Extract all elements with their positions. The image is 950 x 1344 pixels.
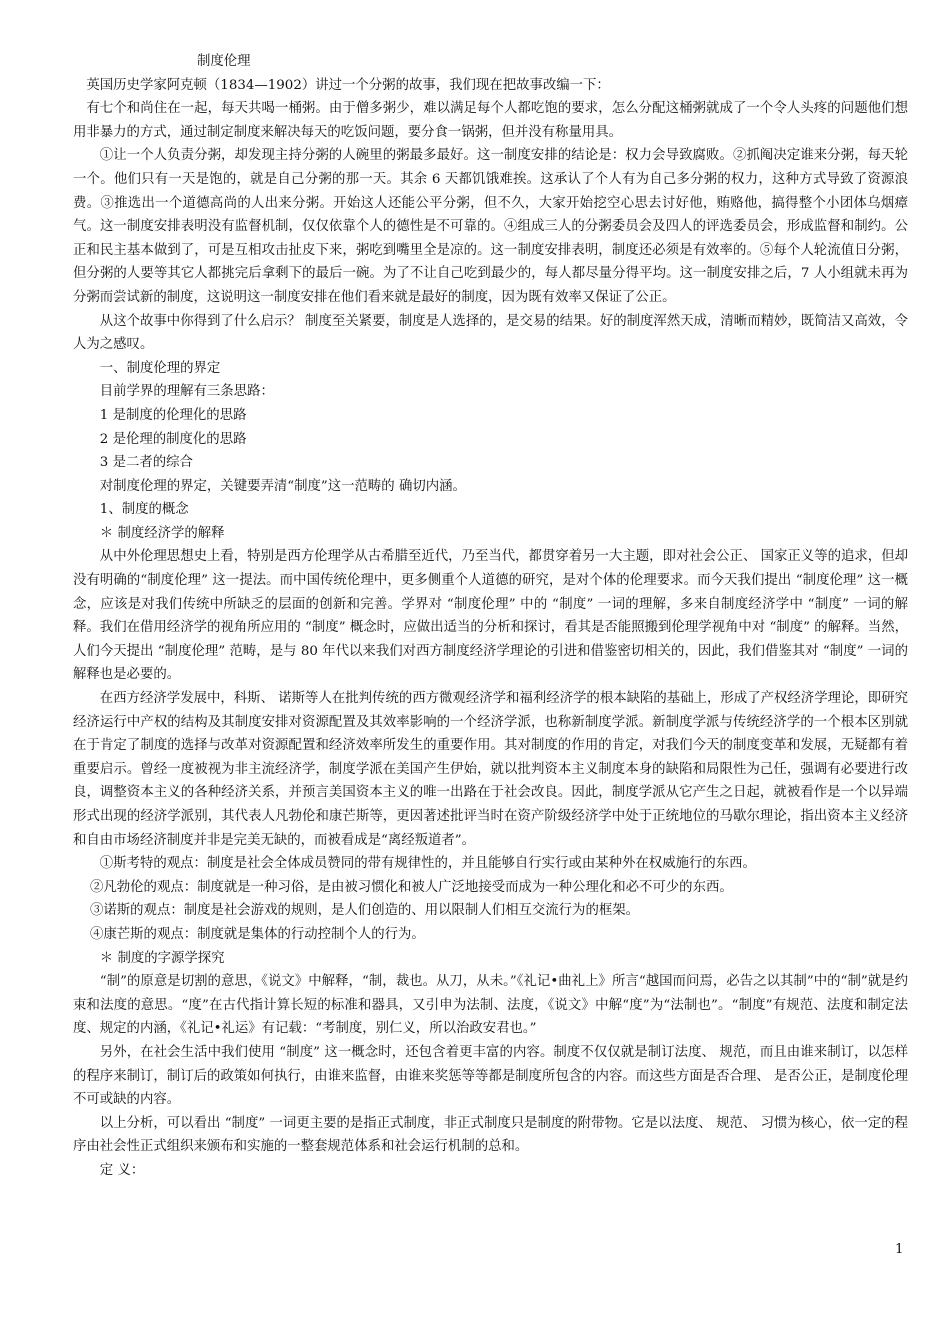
bullet-heading-etymology: ＊ 制度的字源学探究 [99,950,225,966]
page-number: 1 [895,1242,904,1257]
body-paragraph: 另外，在社会生活中我们使用 “制度” 这一概念时，还包含着更丰富的内容。制度不仅仅就是制订法度、 规范，而且由谁来制订，以怎样的程序来制订，制订后的政策如何执行，由谁来监督，由谁来奖惩等等都是制度所包含的内容。而这些方面是否合理、 是否公正，是制度伦理不可或缺的内容。 [73,1044,908,1108]
viewpoint-item: ①斯考特的观点：制度是社会全体成员赞同的带有规律性的，并且能够自行实行或由某种外在权威施行的东西。 [99,856,756,872]
subsection-heading-concept: 1、制度的概念 [99,502,189,518]
viewpoint-item: ②凡勃伦的观点：制度就是一种习俗，是由被习惯化和被人广泛地接受而成为一种公理化和必不可少的东西。 [90,879,733,895]
viewpoint-item: ③诺斯的观点：制度是社会游戏的规则，是人们创造的、用以限制人们相互交流行为的框架。 [90,903,640,919]
definition-label: 定 义： [99,1162,145,1178]
body-paragraph: “制”的原意是切割的意思，《说文》中解释，“制，裁也。从刀，从未。”《礼记•曲礼上》所言“越国而问焉，必告之以其制”中的“制”就是约束和法度的意思。“度”在古代指计算长短的标准和器具，又引申为法制、法度，《说文》中解“度”为“法制也”。“制度”有规范、法度和制定法度、规定的内涵，《礼记•礼运》有记载：“考制度，别仁义，所以治政安君也。” [73,974,908,1037]
story-lesson-paragraph: 从这个故事中你得到了什么启示？ 制度至关紧要，制度是人选择的，是交易的结果。好的制度浑然天成，清晰而精妙，既简洁又高效，令人为之感叹。 [73,313,908,353]
body-paragraph: 对制度伦理的界定，关键要弄清“制度”这一范畴的 确切内涵。 [99,478,466,494]
section-heading-definition: 一、制度伦理的界定 [99,360,221,376]
list-item: 3 是二者的综合 [99,455,193,471]
intro-paragraph: 英国历史学家阿克顿（1834—1902）讲过一个分粥的故事，我们现在把故事改编一下： [86,77,610,93]
body-paragraph: 以上分析，可以看出 “制度” 一词更主要的是指正式制度，非正式制度只是制度的附带物。它是以法度、 规范、 习惯为核心，依一定的程序由社会性正式组织来颁布和实施的一整套规范体系和社会运行机制的总和。 [73,1115,908,1155]
list-intro: 目前学界的理解有三条思路： [99,384,274,400]
body-paragraph: 在西方经济学发展中，科斯、 诺斯等人在批判传统的西方微观经济学和福利经济学的根本缺陷的基础上，形成了产权经济学理论，即研究经济运行中产权的结构及其制度安排对资源配置及其效率影响的一个经济学派，也称新制度学派。新制度学派与传统经济学的一个根本区别就在于肯定了制度的选择与改革对资源配置和经济效率所发生的重要作用。其对制度的作用的肯定，对我们今天的制度变革和发展，无疑都有着重要启示。曾经一度被视为非主流经济学，制度学派在美国产生伊始，就以批判资本主义制度本身的缺陷和局限性为己任，强调有必要进行改良，调整资本主义的各种经济关系，并预言美国资本主义的唯一出路在于社会改良。因此，制度学派从它产生之日起，就被看作是一个以异端形式出现的经济学派别，其代表人凡勃伦和康芒斯等，更因著述批评当时在资产阶级经济学中处于正统地位的马歇尔理论，指出资本主义经济和自由市场经济制度并非是完美无缺的，而被看成是“离经叛道者”。 [73,691,908,848]
document-body [73,50,908,1183]
list-item: 2 是伦理的制度化的思路 [99,431,247,447]
bullet-heading-economics: ＊ 制度经济学的解释 [99,525,225,541]
story-solutions-paragraph: ①让一个人负责分粥，却发现主持分粥的人碗里的粥最多最好。这一制度安排的结论是：权力会导致腐败。②抓阄决定谁来分粥，每天轮一个。他们只有一天是饱的，就是自己分粥的那一天。其余 6 天都饥饿难挨。这承认了个人有为自己多分粥的权力，这种方式导致了资源浪费。③推选出一个道德高尚的人出来分粥。开始这人还能公平分粥，但不久，大家开始挖空心思去讨好他，贿赂他，搞得整个小团体乌烟瘴气。这一制度安排表明没有监督机制，仅仅依靠个人的德性是不可靠的。④组成三人的分粥委员会及四人的评选委员会，形成监督和制约。公正和民主基本做到了，可是互相攻击扯皮下来，粥吃到嘴里全是凉的。这一制度安排表明，制度还必须是有效率的。⑤每个人轮流值日分粥，但分粥的人要等其它人都挑完后拿剩下的最后一碗。为了不让自己吃到最少的，每人都尽量分得平均。这一制度安排之后，7 人小组就未再为分粥而尝试新的制度，这说明这一制度安排在他们看来就是最好的制度，因为既有效率又保证了公正。 [73,148,908,305]
body-paragraph: 从中外伦理思想史上看，特别是西方伦理学从古希腊至近代，乃至当代，都贯穿着另一大主题，即对社会公正、 国家正义等的追求，但却没有明确的“制度伦理” 这一提法。而中国传统伦理中，更多侧重个人道德的研究，是对个体的伦理要求。而今天我们提出 “制度伦理” 这一概念，应该是对我们传统中所缺乏的层面的创新和完善。学界对 “制度伦理” 中的 “制度” 一词的理解，多来自制度经济学中 “制度” 一词的解释。我们在借用经济学的视角所应用的 “制度” 概念时，应做出适当的分析和探讨，看其是否能照搬到伦理学视角中对 “制度” 的解释。当然，人们今天提出 “制度伦理” 范畴，是与 80 年代以来我们对西方制度经济学理论的引进和借鉴密切相关的，因此，我们借鉴其对 “制度” 一词的解释也是必要的。 [73,549,908,683]
viewpoint-item: ④康芒斯的观点：制度就是集体的行动控制个人的行为。 [90,926,425,942]
page-title: 制度伦理 [197,54,251,69]
story-paragraph: 有七个和尚住在一起，每天共喝一桶粥。由于僧多粥少，难以满足每个人都吃饱的要求，怎么分配这桶粥就成了一个令人头疼的问题他们想用非暴力的方式，通过制定制度来解决每天的吃饭问题，要分食一锅粥，但并没有称量用具。 [73,101,908,140]
list-item: 1 是制度的伦理化的思路 [99,407,247,423]
